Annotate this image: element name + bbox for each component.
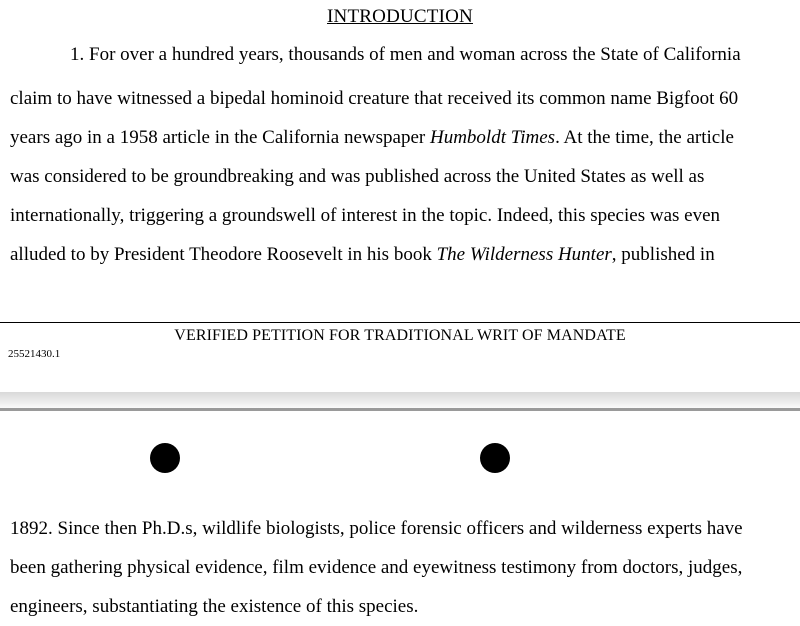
newspaper-title: Humboldt Times bbox=[429, 127, 556, 148]
paragraph-line-4: was considered to be groundbreaking and was published across the United States as well as bbox=[10, 166, 705, 187]
book-title: The Wilderness Hunter bbox=[436, 244, 612, 265]
paragraph-line-3-tail: . At the time, the article bbox=[555, 127, 734, 148]
footer-rule bbox=[0, 322, 800, 323]
next-page-line-3: engineers, substantiating the existence of this species. bbox=[10, 596, 419, 617]
paragraph-line-6-text: alluded to by President Theodore Roosevelt in his book bbox=[10, 244, 437, 265]
paragraph-line-6-tail: , published in bbox=[611, 244, 715, 265]
paragraph-line-5: internationally, triggering a groundswell of interest in the topic. Indeed, this species was even bbox=[10, 205, 721, 226]
paragraph-line-1: 1. For over a hundred years, thousands of men and woman across the State of California bbox=[70, 44, 741, 65]
next-page-line-2: been gathering physical evidence, film evidence and eyewitness testimony from doctors, judges, bbox=[10, 557, 743, 578]
paragraph-line-3 bbox=[10, 127, 734, 149]
paragraph-line-6 bbox=[10, 244, 715, 266]
section-heading: INTRODUCTION bbox=[327, 6, 473, 27]
document-number: 25521430.1 bbox=[8, 348, 61, 360]
next-page-line-1: 1892. Since then Ph.D.s, wildlife biologists, police forensic officers and wilderness experts have bbox=[10, 518, 743, 539]
footer-title: VERIFIED PETITION FOR TRADITIONAL WRIT OF MANDATE bbox=[174, 327, 626, 344]
punch-hole-left bbox=[150, 443, 180, 473]
paragraph-line-2: claim to have witnessed a bipedal hominoid creature that received its common name Bigfoot 60 bbox=[10, 88, 739, 109]
punch-hole-right bbox=[480, 443, 510, 473]
paragraph-line-3-text: years ago in a 1958 article in the California newspaper bbox=[10, 127, 430, 148]
